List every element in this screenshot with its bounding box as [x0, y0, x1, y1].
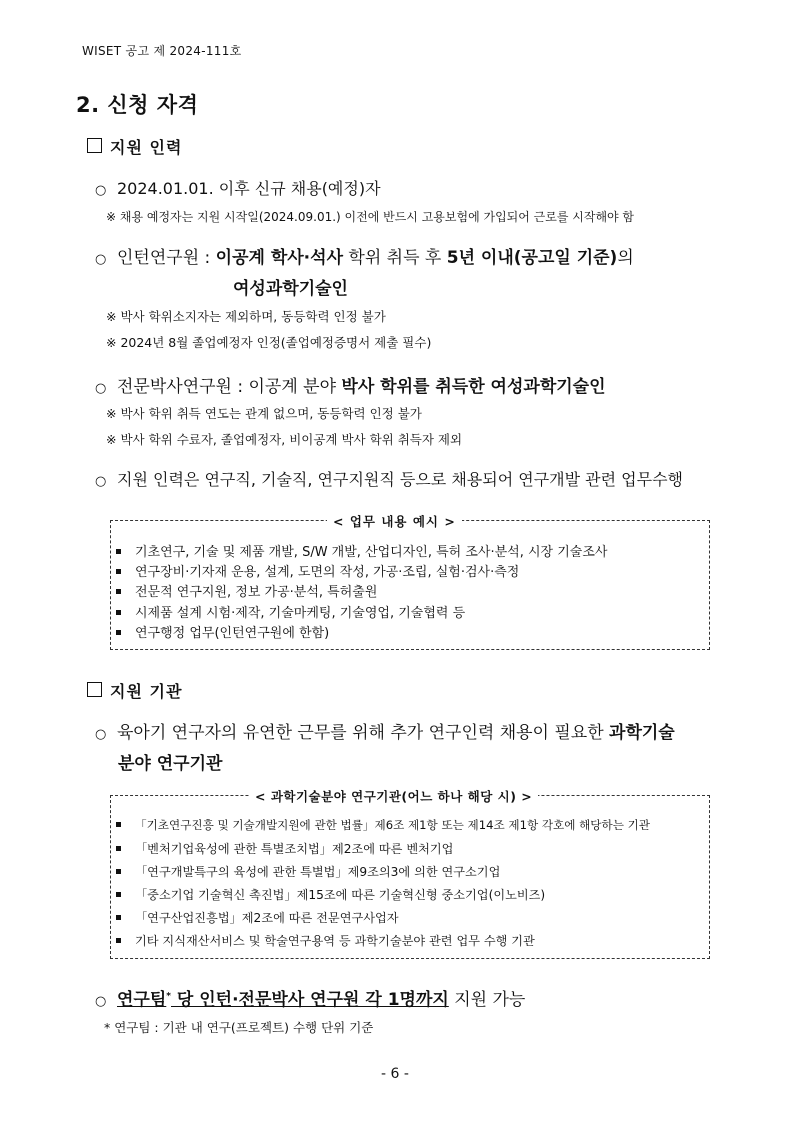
institution-item-1-line2: 분야 연구기관 — [118, 754, 223, 774]
institution-item-1 — [95, 718, 675, 743]
list-item: 「연구개발특구의 육성에 관한 특별법」제9조의3에 의한 연구소기업 — [116, 863, 500, 880]
list-item: 전문적 연구지원, 정보 가공·분석, 특허출원 — [116, 581, 377, 600]
postdoc-requirement: 박사 학위를 취득한 여성과학기술인 — [341, 377, 606, 397]
document-header: WISET 공고 제 2024-111호 — [82, 44, 242, 58]
institution-item-1-text: 육아기 연구자의 유연한 근무를 위해 추가 연구인력 채용이 필요한 — [117, 723, 610, 743]
duties-box-title: < 업무 내용 예시 > — [327, 512, 462, 530]
staff-item-2-note-1: ※ 박사 학위소지자는 제외하며, 동등학력 인정 불가 — [106, 309, 386, 324]
square-bullet-icon — [116, 589, 121, 594]
circle-bullet-icon: ○ — [95, 381, 107, 396]
square-bullet-icon — [116, 869, 121, 874]
intern-suffix: 의 — [617, 248, 634, 268]
circle-bullet-icon: ○ — [95, 183, 107, 198]
circle-bullet-icon: ○ — [95, 994, 107, 1009]
list-item: 기타 지식재산서비스 및 학술연구용역 등 과학기술분야 관련 업무 수행 기관 — [116, 932, 535, 949]
checkbox-square-icon — [87, 138, 102, 153]
list-item: 시제품 설계 시험·제작, 기술마케팅, 기술영업, 기술협력 등 — [116, 602, 465, 621]
intern-label: 인턴연구원 : — [117, 248, 216, 268]
square-bullet-icon — [116, 610, 121, 615]
staff-item-1-text: 2024.01.01. 이후 신규 채용(예정)자 — [117, 179, 381, 198]
footnote-marker: * — [166, 991, 171, 1002]
institution-item-1-bold: 과학기술 — [609, 723, 675, 743]
square-bullet-icon — [116, 938, 121, 943]
staff-item-3-note-2: ※ 박사 학위 수료자, 졸업예정자, 비이공계 박사 학위 취득자 제외 — [106, 432, 463, 447]
square-bullet-icon — [116, 892, 121, 897]
square-bullet-icon — [116, 630, 121, 635]
list-item: 「연구산업진흥법」제2조에 따른 전문연구사업자 — [116, 909, 399, 926]
intern-mid: 학위 취득 후 — [343, 248, 447, 268]
section-title: 2. 신청 자격 — [76, 93, 199, 117]
circle-bullet-icon: ○ — [95, 727, 107, 742]
staff-item-2-note-2: ※ 2024년 8월 졸업예정자 인정(졸업예정증명서 제출 필수) — [106, 335, 432, 350]
institution-item-2 — [95, 985, 525, 1010]
intern-degree: 이공계 학사·석사 — [215, 248, 343, 268]
institution-box-title: < 과학기술분야 연구기관(어느 하나 해당 시) > — [249, 787, 538, 805]
staff-item-1-note: ※ 채용 예정자는 지원 시작일(2024.09.01.) 이전에 반드시 고용보험에 가입되어 근로를 시작해야 함 — [106, 210, 635, 224]
team-label: 연구팀 — [117, 990, 167, 1010]
staff-item-2 — [95, 243, 634, 268]
list-item: 기초연구, 기술 및 제품 개발, S/W 개발, 산업디자인, 특허 조사·분석, 시장 기술조사 — [116, 541, 607, 560]
circle-bullet-icon: ○ — [95, 252, 107, 267]
square-bullet-icon — [116, 822, 121, 827]
list-item: 「중소기업 기술혁신 촉진법」제15조에 따른 기술혁신형 중소기업(이노비즈) — [116, 886, 545, 903]
intern-period: 5년 이내(공고일 기준) — [446, 248, 618, 268]
staff-item-4-text: 지원 인력은 연구직, 기술직, 연구지원직 등으로 채용되어 연구개발 관련 업무수행 — [117, 470, 683, 489]
square-bullet-icon — [116, 569, 121, 574]
staff-item-1 — [95, 176, 381, 199]
footnote: * 연구팀 : 기관 내 연구(프로젝트) 수행 단위 기준 — [104, 1020, 374, 1035]
list-item: 연구행정 업무(인턴연구원에 한함) — [116, 622, 329, 641]
postdoc-label: 전문박사연구원 : 이공계 분야 — [117, 377, 342, 397]
staff-item-4 — [95, 467, 683, 490]
square-bullet-icon — [116, 915, 121, 920]
circle-bullet-icon: ○ — [95, 474, 107, 489]
staff-item-3-note-1: ※ 박사 학위 취득 연도는 관계 없으며, 동등학력 인정 불가 — [106, 406, 422, 421]
checkbox-square-icon — [87, 682, 102, 697]
square-bullet-icon — [116, 549, 121, 554]
team-suffix: 지원 가능 — [448, 990, 526, 1010]
list-item: 「기초연구진흥 및 기술개발지원에 관한 법률」제6조 제1항 또는 제14조 제1항 각호에 해당하는 기관 — [116, 817, 650, 833]
list-item: 연구장비·기자재 운용, 설계, 도면의 작성, 가공·조립, 실험·검사·측정 — [116, 561, 519, 580]
page-number: - 6 - — [381, 1066, 409, 1082]
subheading-staff: 지원 인력 — [110, 138, 183, 157]
subheading-institution: 지원 기관 — [110, 682, 183, 701]
square-bullet-icon — [116, 846, 121, 851]
staff-item-3 — [95, 372, 606, 397]
list-item: 「벤처기업육성에 관한 특별조치법」제2조에 따른 벤처기업 — [116, 840, 453, 857]
team-quota: 당 인턴·전문박사 연구원 각 1명까지 — [171, 990, 449, 1010]
staff-item-2-line2: 여성과학기술인 — [233, 279, 348, 299]
